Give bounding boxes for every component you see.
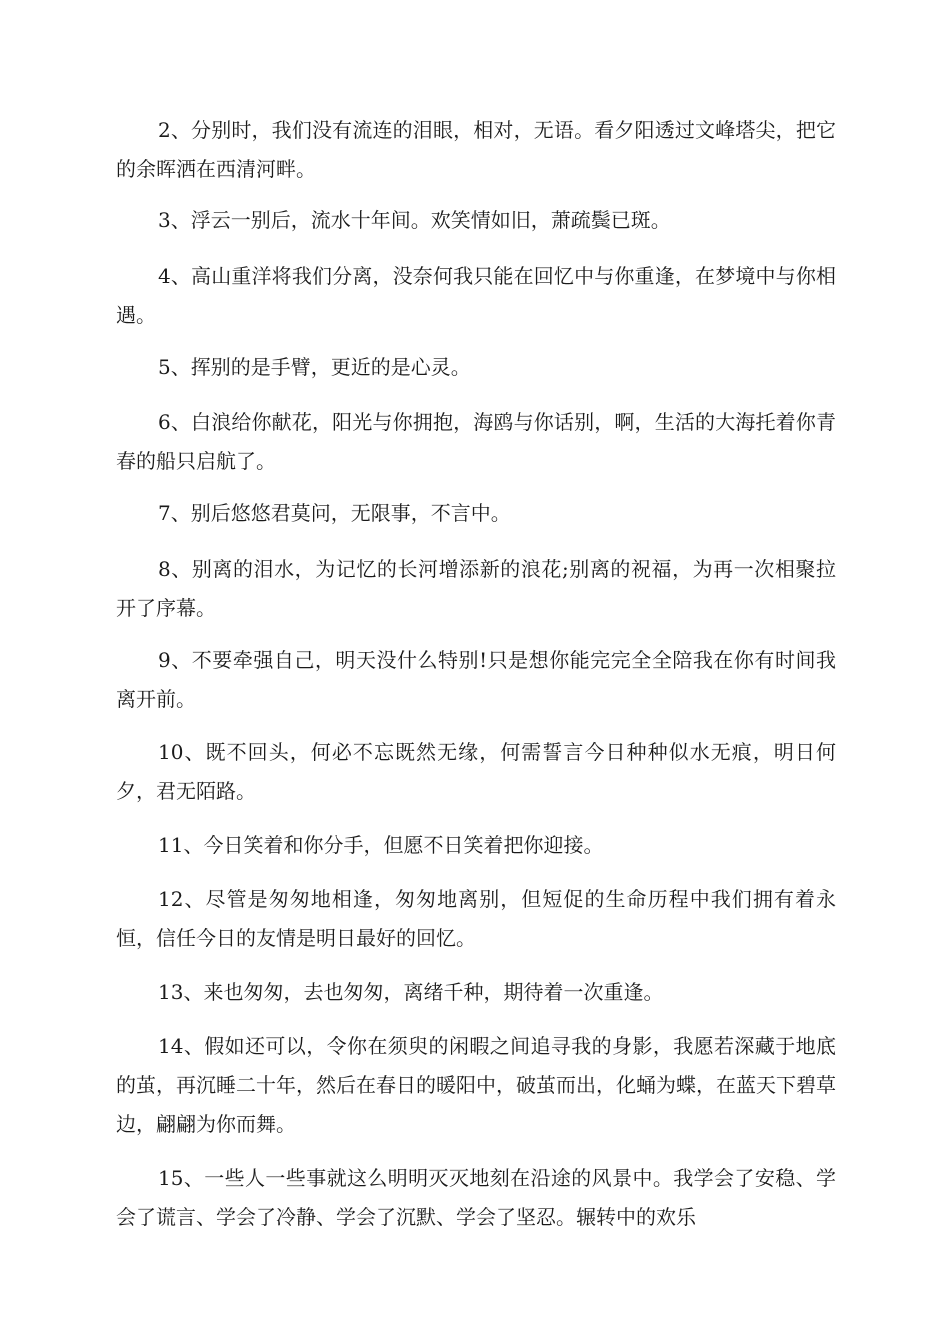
paragraph-10: 10、既不回头，何必不忘既然无缘，何需誓言今日种种似水无痕，明日何夕，君无陌路。 [116, 740, 836, 803]
paragraph-8: 8、别离的泪水，为记忆的长河增添新的浪花;别离的祝福，为再一次相聚拉开了序幕。 [116, 557, 836, 620]
paragraph-11: 11、今日笑着和你分手，但愿不日笑着把你迎接。 [158, 833, 604, 857]
paragraph-15: 15、一些人一些事就这么明明灭灭地刻在沿途的风景中。我学会了安稳、学会了谎言、学会了冷静、学会了沉默、学会了坚忍。辗转中的欢乐 [116, 1166, 836, 1229]
paragraph-9: 9、不要牵强自己，明天没什么特别!只是想你能完完全全陪我在你有时间我离开前。 [116, 648, 836, 711]
paragraph-4: 4、高山重洋将我们分离，没奈何我只能在回忆中与你重逢，在梦境中与你相遇。 [116, 264, 836, 327]
paragraph-13: 13、来也匆匆，去也匆匆，离绪千种，期待着一次重逢。 [158, 980, 664, 1004]
paragraph-7: 7、别后悠悠君莫问，无限事，不言中。 [158, 501, 511, 525]
paragraph-12: 12、尽管是匆匆地相逢，匆匆地离别，但短促的生命历程中我们拥有着永恒，信任今日的友情是明日最好的回忆。 [116, 887, 836, 950]
paragraph-2: 2、分别时，我们没有流连的泪眼，相对，无语。看夕阳透过文峰塔尖，把它的余晖洒在西清河畔。 [116, 118, 836, 181]
paragraph-3: 3、浮云一别后，流水十年间。欢笑情如旧，萧疏鬓已斑。 [158, 208, 671, 232]
paragraph-6: 6、白浪给你献花，阳光与你拥抱，海鸥与你话别，啊，生活的大海托着你青春的船只启航了。 [116, 410, 836, 473]
paragraph-5: 5、挥别的是手臂，更近的是心灵。 [158, 355, 471, 379]
paragraph-14: 14、假如还可以，令你在须臾的闲暇之间追寻我的身影，我愿若深藏于地底的茧，再沉睡二十年，然后在春日的暖阳中，破茧而出，化蛹为蝶，在蓝天下碧草边，翩翩为你而舞。 [116, 1034, 836, 1136]
